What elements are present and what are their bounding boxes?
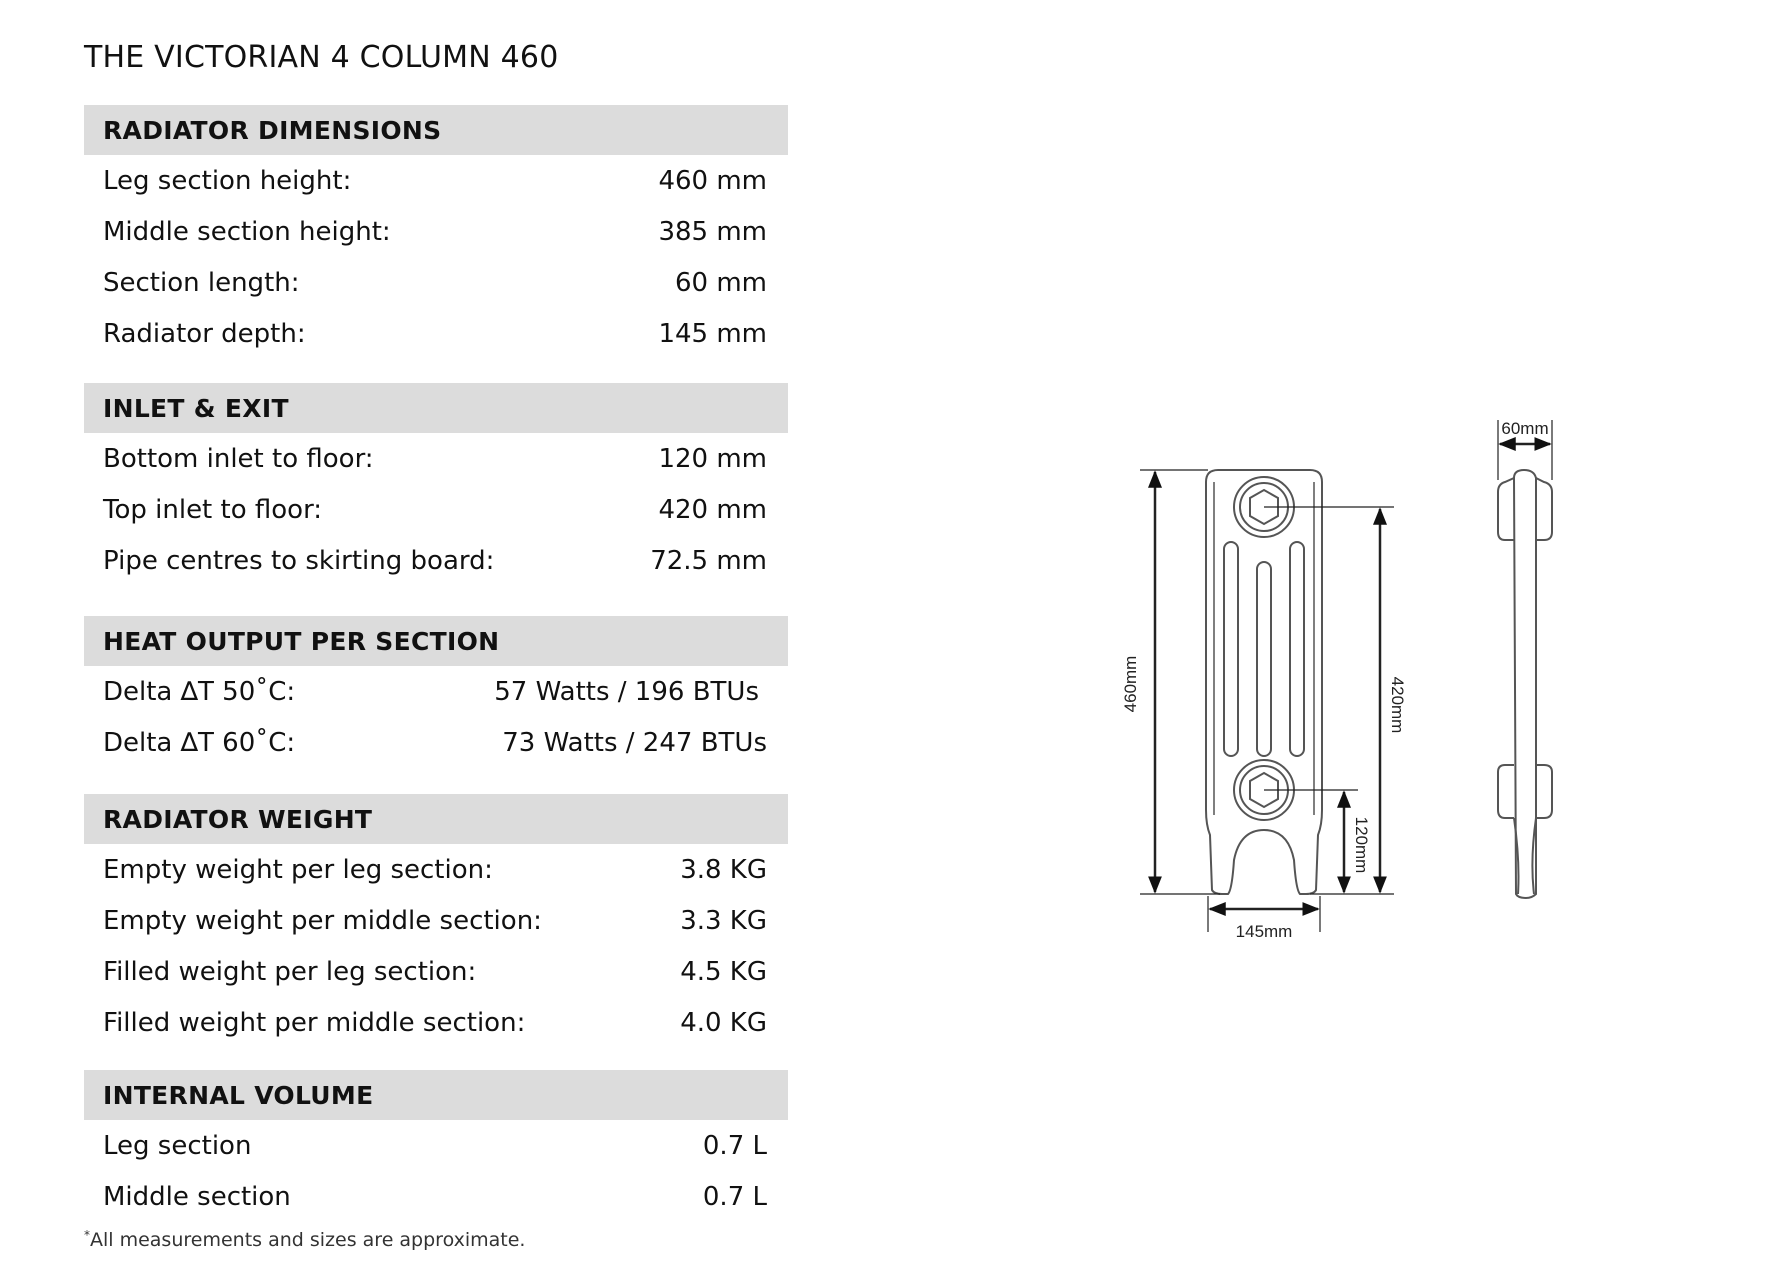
section-heading: RADIATOR DIMENSIONS — [84, 105, 788, 155]
spec-row — [84, 257, 788, 308]
spec-value: 145 mm — [658, 318, 767, 349]
spec-value: 72.5 mm — [650, 545, 767, 576]
section-heading: INTERNAL VOLUME — [84, 1070, 788, 1120]
spec-value: 385 mm — [658, 216, 767, 247]
spec-row — [84, 1171, 788, 1222]
radiator-drawing-svg — [1100, 420, 1660, 940]
spec-label: Leg section height: — [103, 165, 352, 196]
spec-value: 3.3 KG — [680, 905, 767, 936]
spec-label: Empty weight per middle section: — [103, 905, 542, 936]
spec-label: Empty weight per leg section: — [103, 854, 493, 885]
footnote — [84, 1228, 525, 1251]
spec-label: Radiator depth: — [103, 318, 306, 349]
spec-row — [84, 997, 788, 1048]
footnote-text: All measurements and sizes are approximate. — [90, 1229, 526, 1251]
radiator-front-view — [1206, 470, 1322, 894]
spec-value: 120 mm — [658, 443, 767, 474]
spec-value: 0.7 L — [702, 1130, 767, 1161]
spec-value: 4.0 KG — [680, 1007, 767, 1038]
spec-row — [84, 666, 788, 717]
spec-label: Middle section height: — [103, 216, 391, 247]
radiator-technical-drawing — [1100, 420, 1660, 940]
section-heat-output — [84, 616, 788, 768]
spec-value: 73 Watts / 247 BTUs — [502, 727, 767, 758]
spec-row — [84, 206, 788, 257]
spec-label: Leg section — [103, 1130, 252, 1161]
spec-label: Delta ∆T 60˚C: — [103, 727, 296, 758]
section-radiator-weight — [84, 794, 788, 1048]
spec-label: Top inlet to floor: — [103, 494, 323, 525]
spec-label: Pipe centres to skirting board: — [103, 545, 495, 576]
spec-label: Delta ∆T 50˚C: — [103, 676, 296, 707]
section-radiator-dimensions — [84, 105, 788, 359]
dimension-lines — [1140, 420, 1552, 932]
spec-value: 460 mm — [658, 165, 767, 196]
height-dimension-label: 460mm — [1121, 655, 1140, 713]
spec-row — [84, 844, 788, 895]
spec-row — [84, 1120, 788, 1171]
spec-label: Section length: — [103, 267, 300, 298]
spec-label: Bottom inlet to floor: — [103, 443, 374, 474]
spec-value: 420 mm — [658, 494, 767, 525]
bottom-inlet-dimension-label: 120mm — [1352, 816, 1371, 874]
spec-value: 0.7 L — [702, 1181, 767, 1212]
section-internal-volume — [84, 1070, 788, 1222]
section-heading: HEAT OUTPUT PER SECTION — [84, 616, 788, 666]
spec-label: Middle section — [103, 1181, 291, 1212]
depth-dimension-label: 145mm — [1235, 922, 1293, 940]
section-inlet-exit — [84, 383, 788, 586]
footnote-mark: * — [84, 1228, 90, 1242]
spec-row — [84, 155, 788, 206]
radiator-side-view — [1498, 470, 1552, 898]
spec-row — [84, 717, 788, 768]
spec-value: 3.8 KG — [680, 854, 767, 885]
spec-row — [84, 895, 788, 946]
spec-value: 57 Watts / 196 BTUs — [494, 676, 759, 707]
spec-label: Filled weight per middle section: — [103, 1007, 526, 1038]
spec-row — [84, 433, 788, 484]
spec-row — [84, 308, 788, 359]
section-heading: RADIATOR WEIGHT — [84, 794, 788, 844]
section-heading: INLET & EXIT — [84, 383, 788, 433]
spec-row — [84, 946, 788, 997]
spec-row — [84, 484, 788, 535]
spec-value: 60 mm — [674, 267, 767, 298]
page-title: THE VICTORIAN 4 COLUMN 460 — [84, 40, 559, 75]
length-dimension-label: 60mm — [1501, 420, 1549, 438]
top-inlet-dimension-label: 420mm — [1388, 676, 1407, 734]
spec-row — [84, 535, 788, 586]
spec-value: 4.5 KG — [680, 956, 767, 987]
spec-label: Filled weight per leg section: — [103, 956, 477, 987]
